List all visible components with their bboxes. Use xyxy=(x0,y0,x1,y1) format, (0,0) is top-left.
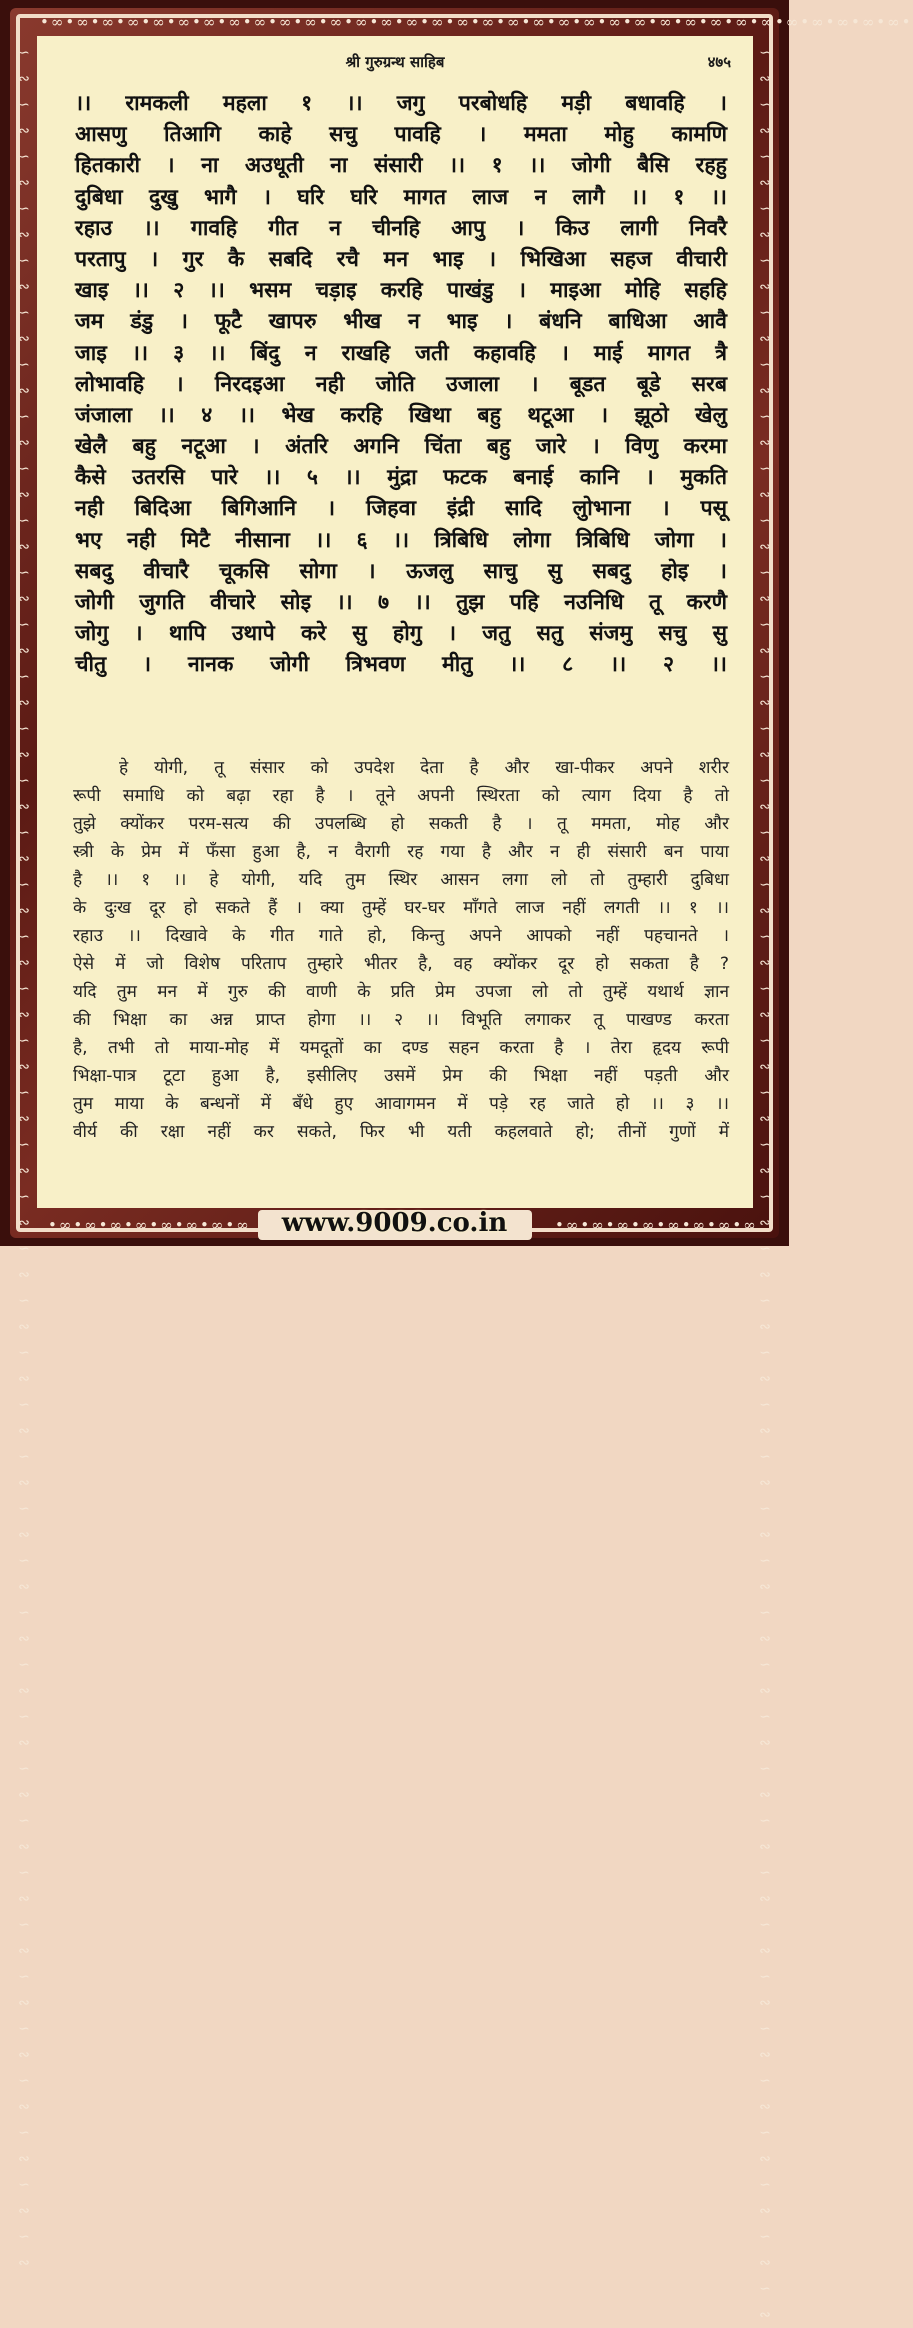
gurbani-line: रहाउ ।। गावहि गीत न चीनहि आपु । किउ लागी निवरै xyxy=(75,215,727,241)
gurbani-line: चीतु । नानक जोगी त्रिभवण मीतु ।। ८ ।। २ ।। xyxy=(75,652,727,678)
translation-line: भिक्षा-पात्र टूटा हुआ है, इसीलिए उसमें प्रेम की भिक्षा नहीं पड़ती और xyxy=(73,1066,729,1086)
translation-line: ऐसे में जो विशेष परिताप तुम्हारे भीतर है, वह क्योंकर दूर हो सकता है ? xyxy=(73,954,729,974)
translation-line: तुझे क्योंकर परम-सत्य की उपलब्धि हो सकती है । तू ममता, मोह और xyxy=(73,814,729,834)
gurbani-line: जम डंडु । फूटै खापरु भीख न भाइ । बंधनि बाधिआ आवै xyxy=(75,309,727,335)
left-ornament-icon: ∽∾∽∾∽∾∽∾∽∾∽∾∽∾∽∾∽∾∽∾∽∾∽∾∽∾∽∾∽∾∽∾∽∾∽∾∽∾∽∾∽∾∽∾∽∾∽∾∽∾∽∾∽∾∽∾∽∾∽∾∽∾∽∾∽∾∽∾∽∾∽∾∽∾∽∾∽∾∽∾∽∾∽∾∽∾ xyxy=(18,45,30,2271)
footer-left-ornament-icon: •∞•∞•∞•∞•∞•∞•∞•∞ xyxy=(48,1216,251,1234)
translation-line: है ।। १ ।। हे योगी, यदि तुम स्थिर आसन लगा लो तो तुम्हारी दुबिधा xyxy=(73,870,729,890)
gurbani-line: सबदु वीचारै चूकसि सोगा । ऊजलु साचु सु सबदु होइ । xyxy=(75,558,727,584)
gurbani-line: भए नही मिटै नीसाना ।। ६ ।। त्रिबिधि लोगा त्रिबिधि जोगा । xyxy=(75,527,727,553)
top-ornament-icon: •∞•∞•∞•∞•∞•∞•∞•∞•∞•∞•∞•∞•∞•∞•∞•∞•∞•∞•∞•∞•∞•∞•∞•∞•∞•∞•∞•∞•∞•∞•∞•∞•∞•∞• xyxy=(40,13,913,31)
gurbani-line: कैसे उतरसि पारे ।। ५ ।। मुंद्रा फटक बनाई कानि । मुकति xyxy=(75,465,727,491)
gurbani-line: ।। रामकली महला १ ।। जगु परबोधहि मड़ी बधावहि । xyxy=(75,91,727,116)
footer-right-ornament-icon: •∞•∞•∞•∞•∞•∞•∞•∞ xyxy=(555,1216,758,1234)
website-link[interactable]: www.9009.co.in xyxy=(281,1208,508,1238)
gurbani-line: जाइ ।। ३ ।। बिंदु न राखहि जती कहावहि । माई मागत त्रै xyxy=(75,340,727,366)
gurbani-line: नही बिदिआ बिगिआनि । जिहवा इंद्री सादि लुोभाना । पसू xyxy=(75,496,727,522)
hindi-translation-block xyxy=(73,754,729,1146)
translation-line: स्त्री के प्रेम में फँसा हुआ है, न वैरागी रह गया है और न ही संसारी बन पाया xyxy=(73,842,729,862)
page-footer xyxy=(0,1208,789,1244)
scripture-page xyxy=(37,36,753,1208)
translation-line: की भिक्षा का अन्न प्राप्त होगा ।। २ ।। विभूति लगाकर तू पाखण्ड करता xyxy=(73,1010,729,1030)
right-ornament-icon: ∽∾∽∾∽∾∽∾∽∾∽∾∽∾∽∾∽∾∽∾∽∾∽∾∽∾∽∾∽∾∽∾∽∾∽∾∽∾∽∾∽∾∽∾∽∾∽∾∽∾∽∾∽∾∽∾∽∾∽∾∽∾∽∾∽∾∽∾∽∾∽∾∽∾∽∾∽∾∽∾∽∾∽∾∽∾∽∾ xyxy=(759,45,771,2323)
gurbani-line: जोगी जुगति वीचारे सोइ ।। ७ ।। तुझ पहि नउनिधि तू करणै xyxy=(75,590,727,615)
gurbani-line: जंजाला ।। ४ ।। भेख करहि खिथा बहु थटूआ । झूठो खेलु xyxy=(75,402,727,428)
gurbani-line: जोगु । थापि उथापे करे सु होगु । जतु सतु संजमु सचु सु xyxy=(75,621,727,647)
gurbani-line: दुबिधा दुखु भागै । घरि घरि मागत लाज न लागै ।। १ ।। xyxy=(75,184,727,210)
gurbani-line: लोभावहि । निरदइआ नही जोति उजाला । बूडत बूडे सरब xyxy=(75,371,727,397)
translation-line: हे योगी, तू संसार को उपदेश देता है और खा-पीकर अपने शरीर xyxy=(119,758,729,778)
translation-line: वीर्य की रक्षा नहीं कर सकते, फिर भी यती कहलवाते हो; तीनों गुणों में xyxy=(73,1122,729,1142)
page-header xyxy=(37,52,753,78)
translation-line: रहाउ ।। दिखावे के गीत गाते हो, किन्तु अपने आपको नहीं पहचानते । xyxy=(73,926,729,946)
gurbani-line: खेलै बहु नटूआ । अंतरि अगनि चिंता बहु जारे । विणु करमा xyxy=(75,434,727,460)
gurbani-line: आसणु तिआगि काहे सचु पावहि । ममता मोहु कामणि xyxy=(75,122,727,148)
translation-line: यदि तुम मन में गुरु की वाणी के प्रति प्रेम उपजा लो तो तुम्हें यथार्थ ज्ञान xyxy=(73,982,729,1002)
translation-line: रूपी समाधि को बढ़ा रहा है । तूने अपनी स्थिरता को त्याग दिया है तो xyxy=(73,786,729,806)
gurbani-verse-block xyxy=(75,88,727,681)
page-number: ४७५ xyxy=(707,53,731,71)
gurbani-line: खाइ ।। २ ।। भसम चड़ाइ करहि पाखंडु । माइआ मोहि सहहि xyxy=(75,278,727,304)
page-title: श्री गुरुग्रन्थ साहिब xyxy=(345,53,445,71)
gurbani-line: हितकारी । ना अउधूती ना संसारी ।। १ ।। जोगी बैसि रहहु xyxy=(75,153,727,179)
translation-line: के दुःख दूर हो सकते हैं । क्या तुम्हें घर-घर माँगते लाज नहीं लगती ।। १ ।। xyxy=(73,898,729,918)
translation-line: है, तभी तो माया-मोह में यमदूतों का दण्ड सहन करता है । तेरा हृदय रूपी xyxy=(73,1038,729,1058)
translation-line: तुम माया के बन्धनों में बँधे हुए आवागमन में पड़े रह जाते हो ।। ३ ।। xyxy=(73,1094,729,1114)
gurbani-line: परतापु । गुर कै सबदि रचै मन भाइ । भिखिआ सहज वीचारी xyxy=(75,246,727,272)
